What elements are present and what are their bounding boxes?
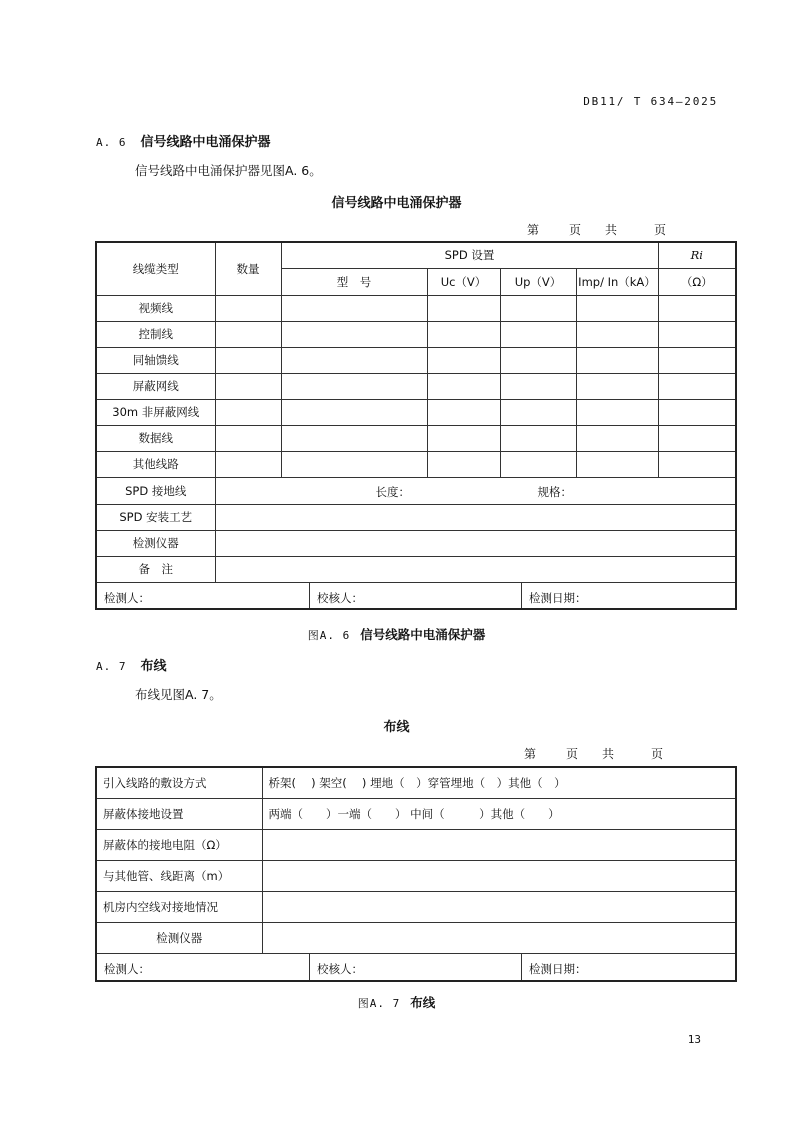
row-label: 与其他管、线距离（m） xyxy=(96,860,262,891)
header-cable-type: 线缆类型 xyxy=(96,242,215,295)
header-ri-unit: （Ω） xyxy=(658,268,736,295)
page-label-di: 第 xyxy=(527,223,540,237)
signature-row xyxy=(96,582,736,609)
page-label-gong: 共 xyxy=(605,223,618,237)
header-spd-settings: SPD 设置 xyxy=(281,242,658,268)
document-code: DB11/ T 634—2025 xyxy=(583,95,718,108)
inspector-label: 检测人： xyxy=(104,961,150,976)
row-label: 其他线路 xyxy=(96,451,215,477)
row-value xyxy=(262,891,736,922)
row-label: 屏蔽体的接地电阻（Ω） xyxy=(96,829,262,860)
section-heading-a6 xyxy=(96,131,271,150)
table-title: 信号线路中电涌保护器 xyxy=(331,196,462,211)
section-title: 信号线路中电涌保护器 xyxy=(140,135,271,150)
row-label: 屏蔽体接地设置 xyxy=(96,798,262,829)
spd-ground-spec: 规格： xyxy=(537,484,572,499)
page-label-gong: 共 xyxy=(602,747,615,761)
figure-caption-a6 xyxy=(0,625,793,643)
spd-table xyxy=(95,241,737,610)
caption-number: 图A. 7 xyxy=(357,997,401,1010)
row-label: 控制线 xyxy=(96,321,215,347)
signature-divider xyxy=(521,954,522,982)
date-label: 检测日期： xyxy=(529,961,587,976)
header-model: 型 号 xyxy=(281,268,427,295)
header-uc: Uc（V） xyxy=(427,268,500,295)
page-label-ye: 页 xyxy=(654,223,667,237)
row-label: 引入线路的敷设方式 xyxy=(96,767,262,798)
header-up: Up（V） xyxy=(500,268,576,295)
wiring-table xyxy=(95,766,737,982)
page-count-line xyxy=(0,221,793,237)
page-count-line xyxy=(0,745,793,761)
signature-divider xyxy=(309,583,310,610)
row-value: 桥架( ) 架空( ) 埋地（ ）穿管埋地（ ）其他（ ） xyxy=(262,767,736,798)
caption-text: 信号线路中电涌保护器 xyxy=(360,627,486,642)
section-intro: 信号线路中电涌保护器见图A. 6。 xyxy=(135,163,322,178)
remark-label: 备 注 xyxy=(96,556,215,582)
page-label-ye: 页 xyxy=(566,747,579,761)
row-label: 屏蔽网线 xyxy=(96,373,215,399)
section-title: 布线 xyxy=(140,659,167,674)
spd-install-label: SPD 安装工艺 xyxy=(96,504,215,530)
signature-row xyxy=(96,953,736,981)
signature-divider xyxy=(521,583,522,610)
page-label-ye: 页 xyxy=(569,223,582,237)
row-label: 机房内空线对接地情况 xyxy=(96,891,262,922)
row-label: 30m 非屏蔽网线 xyxy=(96,399,215,425)
section-heading-a7 xyxy=(96,655,167,674)
figure-caption-a7 xyxy=(0,993,793,1011)
row-value xyxy=(262,860,736,891)
page-label-di: 第 xyxy=(524,747,537,761)
table-title: 布线 xyxy=(383,720,410,735)
row-value xyxy=(262,829,736,860)
row-value: 两端（ ）一端（ ） 中间（ ）其他（ ） xyxy=(262,798,736,829)
page-label-ye: 页 xyxy=(651,747,664,761)
row-label: 视频线 xyxy=(96,295,215,321)
row-label: 数据线 xyxy=(96,425,215,451)
section-intro: 布线见图A. 7。 xyxy=(135,687,222,702)
section-number: A. 7 xyxy=(96,660,127,673)
row-value xyxy=(262,922,736,953)
inspector-label: 检测人： xyxy=(104,590,150,605)
caption-number: 图A. 6 xyxy=(307,629,351,642)
checker-label: 校核人： xyxy=(317,961,363,976)
date-label: 检测日期： xyxy=(529,590,587,605)
spd-ground-value xyxy=(215,477,736,504)
signature-divider xyxy=(309,954,310,982)
instrument-label: 检测仪器 xyxy=(96,530,215,556)
row-label: 同轴馈线 xyxy=(96,347,215,373)
header-quantity: 数量 xyxy=(215,242,281,295)
checker-label: 校核人： xyxy=(317,590,363,605)
caption-text: 布线 xyxy=(410,995,436,1010)
header-imp-in: Imp/ In（kA） xyxy=(576,268,658,295)
row-label: 检测仪器 xyxy=(96,922,262,953)
page-number: 13 xyxy=(687,1033,701,1046)
header-ri: Ri xyxy=(658,242,736,268)
spd-ground-label: SPD 接地线 xyxy=(96,477,215,504)
spd-ground-length: 长度： xyxy=(375,484,410,499)
section-number: A. 6 xyxy=(96,136,127,149)
